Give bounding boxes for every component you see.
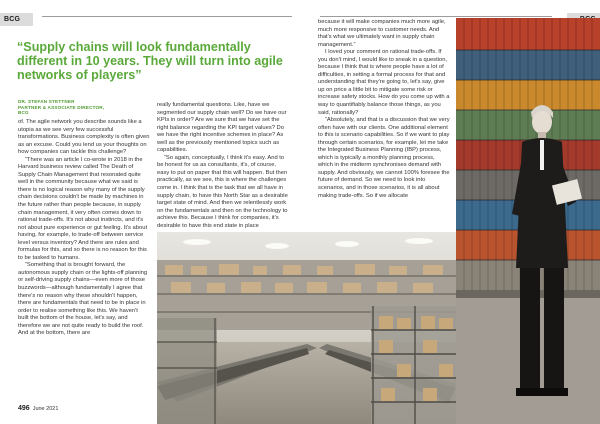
- header-rule-right: [320, 16, 552, 17]
- page-footer: [18, 405, 58, 412]
- author-org: BCG: [18, 110, 29, 116]
- paragraph: of. The agile network you describe sounds like a utopia as we see very few successful transformations. Business complexity is often given as an excuse. Could you lend us your thoughts on how companies can tackle this challenge?: [18, 119, 150, 156]
- warehouse-illustration: [157, 232, 456, 424]
- containers-photo: [456, 18, 600, 424]
- paragraph: “So again, conceptually, I think it's easy. And to be honest for us as consultants, it's, of course, easy to put on paper that this will happen. But then practically, as we see, this is where the challenges come in. I think that is the task that we all have in supply chain, to have this North Star as a desirable target state of mind. And then we relentlessly work on the fundamentals and then on the technology to achieve this. Because I think for companies, it's desirable to have this end state in place: [157, 154, 288, 229]
- paragraph: really fundamental questions. Like, have we segmented our supply chain well? Do we have our KPIs in order? Are we sure that we have set the right balance regarding the KPI target values? Do we have the right incentive schemes in place? As well as the previously mentioned topics such as capabilities.: [157, 102, 287, 154]
- issue-date: June 2021: [32, 406, 59, 412]
- paragraph: “There was an article I co-wrote in 2018 in the Harvard business review called The Death of Supply Chain Management that resonated quite well in the community because what we said is there is no logical reason why many of the supply chain decisions couldn't be made by machines in the future rather than people because, in supply chain management, it very often comes down to rational trade-offs. It's not about instincts, and it's not about pure experience or gut feeling. It's about having, for example, to trade-off between service level versus inventory? And there are rules and formulas for this, and so there is no reason for this to be tasked to humans.: [18, 156, 148, 261]
- page-number: 496: [18, 405, 30, 412]
- author-block: [18, 99, 148, 116]
- paragraph: I loved your comment on rational trade-offs. If you don't mind, I would like to sneak in a question, because I think that is where people have a lot of difficulties, in setting a formal process for that and understanding that they're going to, let's say, give up on price a little bit to mitigate some risk or increase safety stocks. How do you come up with a way to quantifiably balance those things, as you said, rationally?: [318, 49, 450, 116]
- text-column-1: [18, 119, 150, 338]
- section-tab-left: BCG: [0, 13, 33, 26]
- text-column-2: [157, 102, 289, 230]
- warehouse-photo: [157, 232, 456, 424]
- paragraph: because it will make companies much more agile, much more responsive to customer needs. And that's what we ultimately want in supply chain management.”: [318, 19, 446, 48]
- author-title: PARTNER & ASSOCIATE DIRECTOR,: [18, 104, 105, 110]
- paragraph: “Something that is brought forward, the autonomous supply chain or the lights-off planning or self-driving supply chains—even more of those buzzwords—although fundamentally I agree that there's no reason why these shouldn't happen, there are fundamentals that need to be in place in order to realise something like this. We haven't built the bottom of the house, let's say, and therefore we are not quite ready to build the roof. And at the bottom, there are: [18, 262, 148, 337]
- header-rule-left: [42, 16, 292, 17]
- paragraph: “Absolutely, and that is a discussion that we very often have with our clients. One additional element to this is scenario capabilities. So if we want to play through certain scenarios, for example, let me take the Integrated Business Planning (IBP) process, which is typically a monthly planning process, which in the midterm synchronises demand with supply. And obviously, we cannot 100% foresee the future of demand. So we need to look into scenarios, and in those scenarios, it is all about making trade-offs. So if we allocate: [318, 117, 450, 199]
- pull-quote: “Supply chains will look fundamentally different in 10 years. They will turn into agile networks of players”: [17, 40, 283, 82]
- container-yard-illustration: [456, 18, 600, 424]
- author-name: DR. STEFAN STETTNER: [18, 99, 75, 104]
- text-column-3: [318, 19, 450, 200]
